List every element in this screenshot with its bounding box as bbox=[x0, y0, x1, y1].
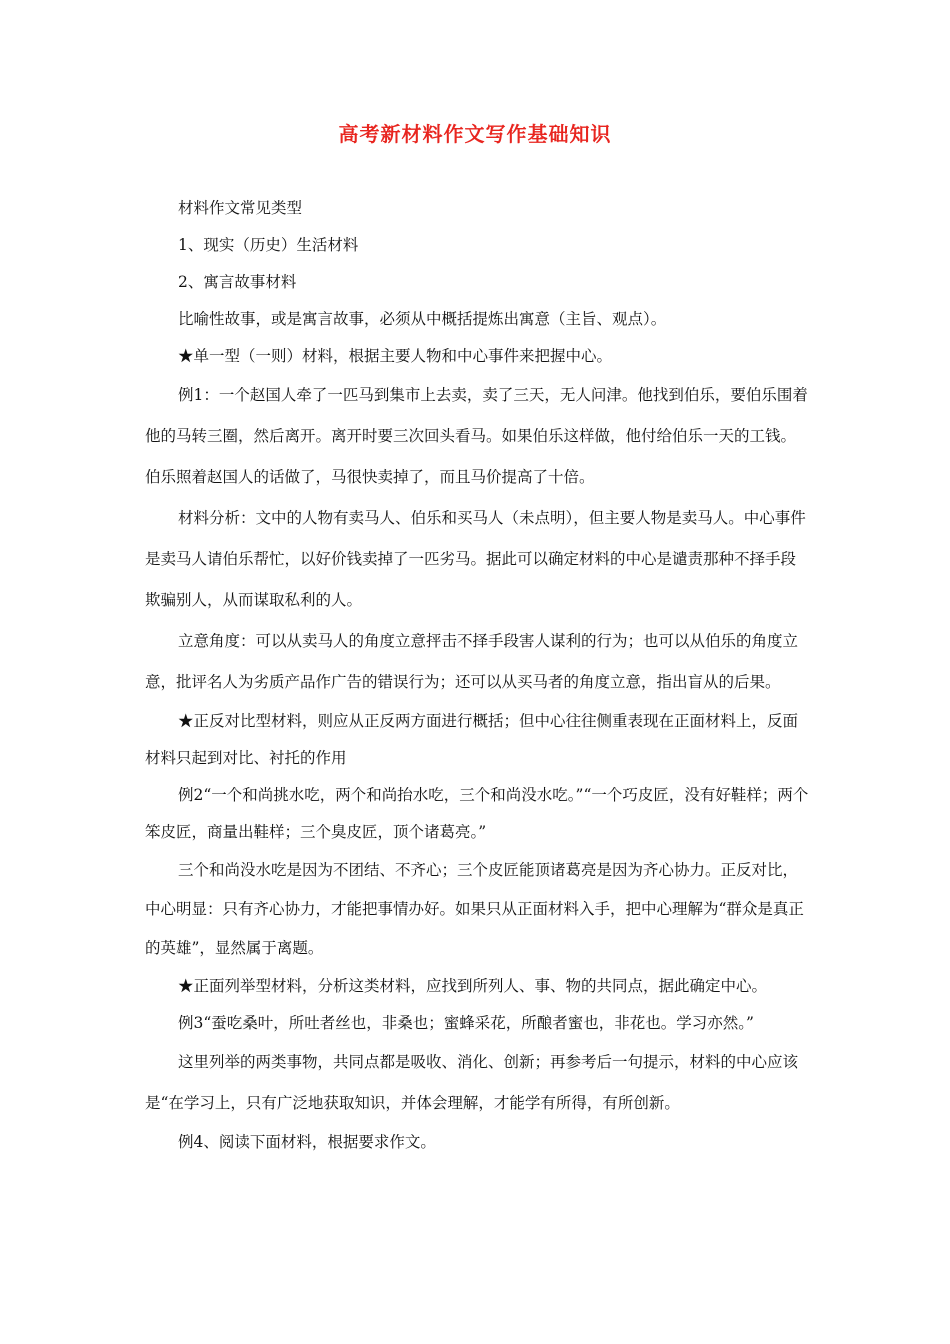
paragraph: 这里列举的两类事物，共同点都是吸收、消化、创新；再参考后一句提示，材料的中心应该是“在学习上，只有广泛地获取知识，并体会理解，才能学有所得，有所创新。 bbox=[145, 1053, 799, 1112]
paragraph: 例1：一个赵国人牵了一匹马到集市上去卖，卖了三天，无人问津。他找到伯乐，要伯乐围着他的马转三圈，然后离开。离开时要三次回头看马。如果伯乐这样做，他付给伯乐一天的工钱。伯乐照着赵国人的话做了，马很快卖掉了，而且马价提高了十倍。 bbox=[145, 386, 808, 486]
paragraph: 材料作文常见类型 bbox=[178, 199, 303, 217]
document-body bbox=[145, 190, 809, 1161]
paragraph: 例3“蚕吃桑叶，所吐者丝也，非桑也；蜜蜂采花，所酿者蜜也，非花也。学习亦然。” bbox=[178, 1014, 754, 1032]
paragraph: 三个和尚没水吃是因为不团结、不齐心；三个皮匠能顶诸葛亮是因为齐心协力。正反对比，中心明显：只有齐心协力，才能把事情办好。如果只从正面材料入手，把中心理解为“群众是真正的英雄”，显然属于离题。 bbox=[145, 861, 804, 957]
paragraph: 立意角度：可以从卖马人的角度立意抨击不择手段害人谋利的行为；也可以从伯乐的角度立意，批评名人为劣质产品作广告的错误行为；还可以从买马者的角度立意，指出盲从的后果。 bbox=[145, 632, 799, 691]
paragraph: ★正面列举型材料，分析这类材料，应找到所列人、事、物的共同点，据此确定中心。 bbox=[178, 977, 768, 995]
paragraph: 例2“一个和尚挑水吃，两个和尚抬水吃，三个和尚没水吃。”“一个巧皮匠，没有好鞋样；两个笨皮匠，商量出鞋样；三个臭皮匠，顶个诸葛亮。” bbox=[145, 786, 809, 841]
paragraph: 比喻性故事，或是寓言故事，必须从中概括提炼出寓意（主旨、观点）。 bbox=[178, 310, 667, 328]
paragraph: 2、寓言故事材料 bbox=[178, 273, 297, 291]
document-title: 高考新材料作文写作基础知识 bbox=[338, 122, 612, 146]
paragraph: 材料分析：文中的人物有卖马人、伯乐和买马人（未点明），但主要人物是卖马人。中心事件是卖马人请伯乐帮忙，以好价钱卖掉了一匹劣马。据此可以确定材料的中心是谴责那种不择手段欺骗别人，从而谋取私利的人。 bbox=[145, 509, 806, 609]
paragraph: ★单一型（一则）材料，根据主要人物和中心事件来把握中心。 bbox=[178, 347, 613, 365]
paragraph: 例4、阅读下面材料，根据要求作文。 bbox=[178, 1133, 436, 1151]
paragraph: ★正反对比型材料，则应从正反两方面进行概括；但中心往往侧重表现在正面材料上，反面材料只起到对比、衬托的作用 bbox=[145, 712, 799, 767]
paragraph: 1、现实（历史）生活材料 bbox=[178, 236, 359, 254]
